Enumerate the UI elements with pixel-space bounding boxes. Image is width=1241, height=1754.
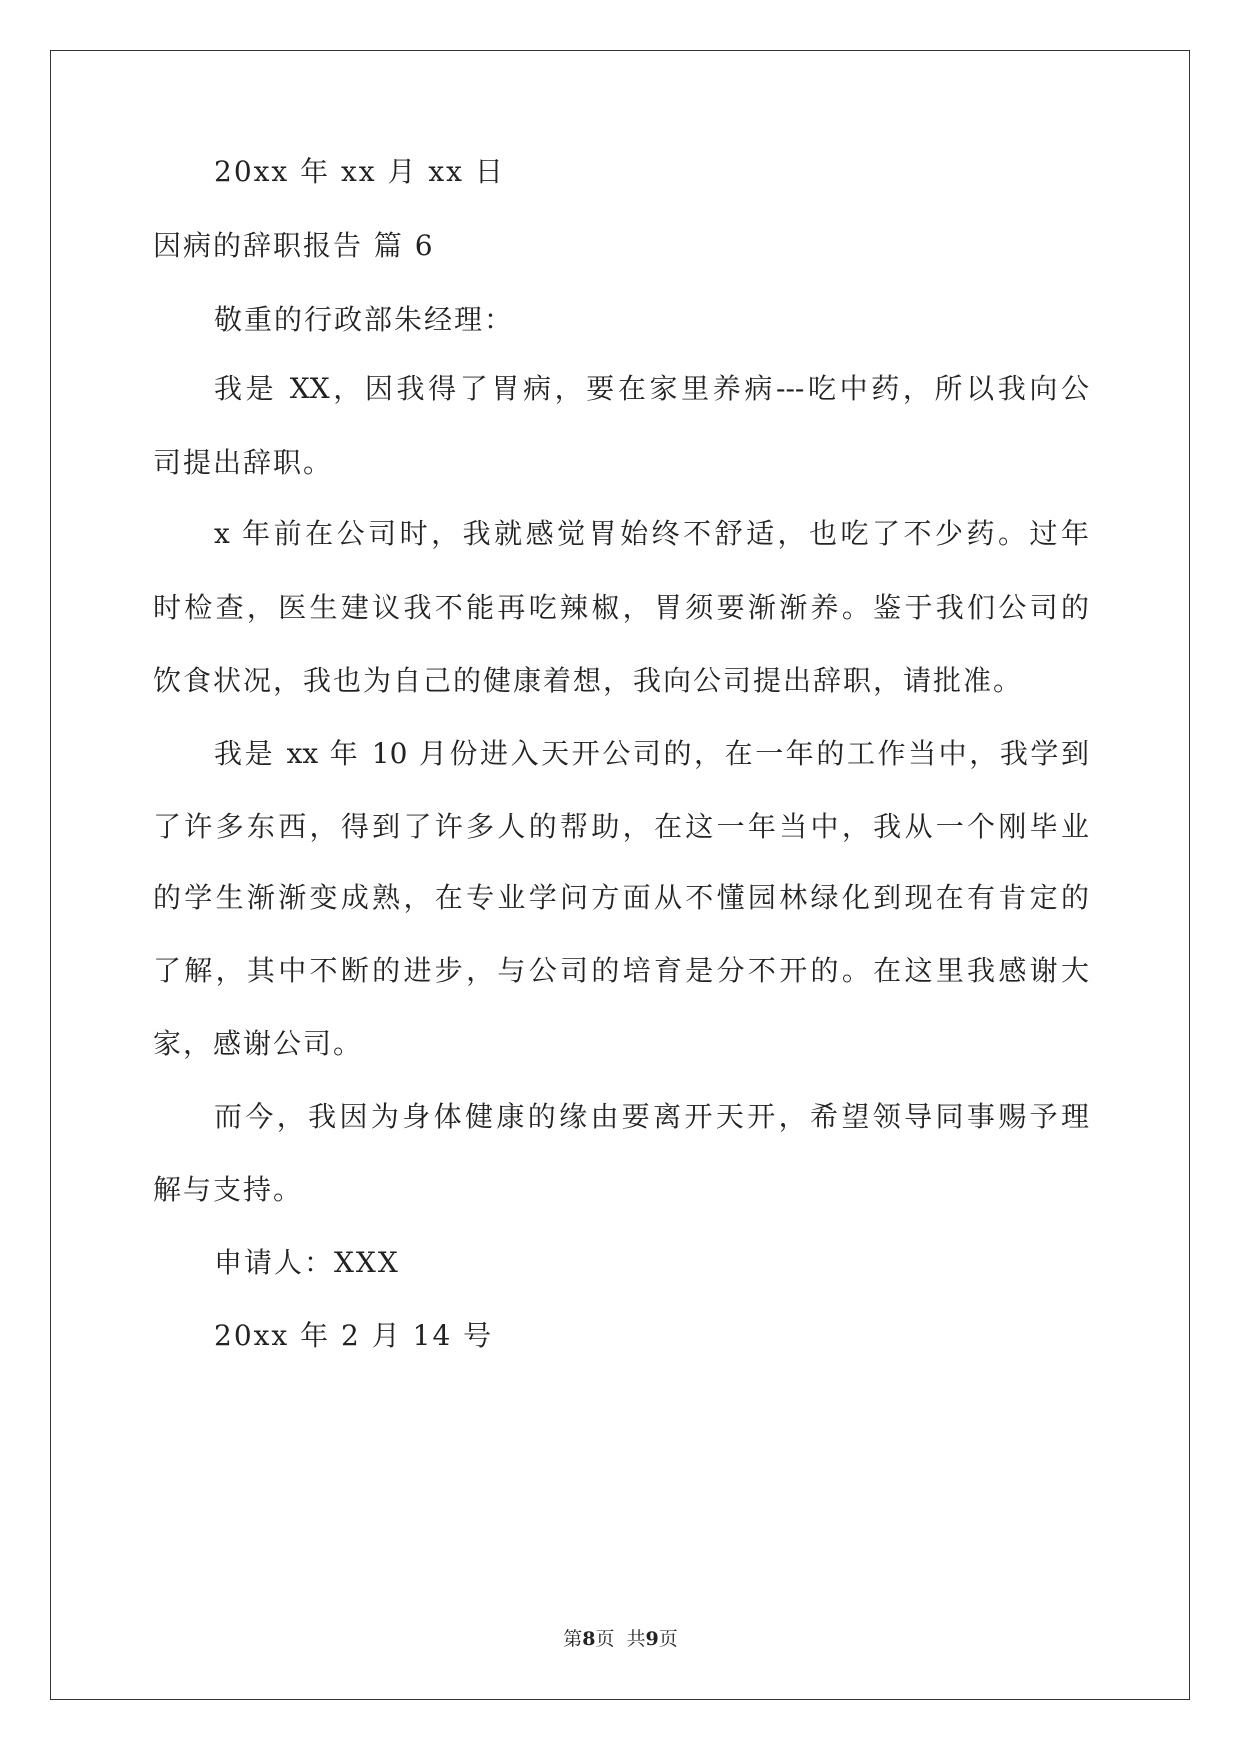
body-line: 我是 XX，因我得了胃病，要在家里养病---吃中药，所以我向公 [214,372,1089,405]
salutation: 敬重的行政部朱经理： [214,303,515,336]
page-prefix: 第 [563,1628,583,1650]
page-current: 8 [582,1628,596,1650]
page-footer [0,1627,1241,1651]
body-line: 了许多东西，得到了许多人的帮助，在这一年当中，我从一个刚毕业 [153,810,1089,843]
body-line: 家，感谢公司。 [153,1027,364,1060]
body-line: 饮食状况，我也为自己的健康着想，我向公司提出辞职，请批准。 [153,664,1024,697]
body-line: 了解，其中不断的进步，与公司的培育是分不开的。在这里我感谢大 [153,954,1089,987]
page-mid: 页 共 [595,1628,646,1650]
applicant-signature: 申请人：XXX [214,1246,400,1279]
body-line: 我是 xx 年 10 月份进入天开公司的，在一年的工作当中，我学到 [214,737,1089,770]
page-border [50,50,1190,1700]
body-line: 解与支持。 [153,1173,304,1206]
page-suffix: 页 [658,1628,678,1650]
body-line: 而今，我因为身体健康的缘由要离开天开，希望领导同事赐予理 [214,1100,1089,1133]
section-heading: 因病的辞职报告 篇 6 [153,229,435,262]
date-line-top: 20xx 年 xx 月 xx 日 [214,155,505,188]
date-line-bottom: 20xx 年 2 月 14 号 [214,1319,494,1352]
body-line: x 年前在公司时，我就感觉胃始终不舒适，也吃了不少药。过年 [214,517,1089,550]
page-total: 9 [645,1628,659,1650]
body-line: 的学生渐渐变成熟，在专业学问方面从不懂园林绿化到现在有肯定的 [153,881,1089,914]
body-line: 司提出辞职。 [153,446,334,479]
body-line: 时检查，医生建议我不能再吃辣椒，胃须要渐渐养。鉴于我们公司的 [153,591,1089,624]
